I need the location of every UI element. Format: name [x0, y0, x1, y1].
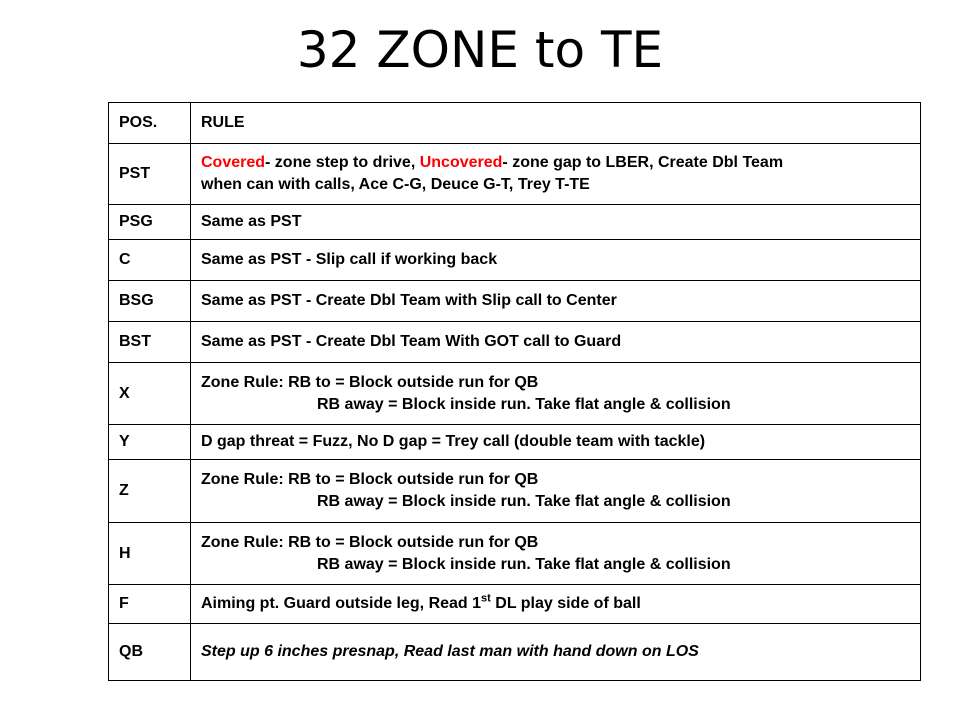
header-rule: RULE: [191, 103, 921, 144]
table-header-row: [109, 103, 921, 144]
rule-line-2: RB away = Block inside run. Take flat angle & collision: [317, 395, 731, 413]
pos-cell: BSG: [109, 281, 191, 322]
pos-cell: X: [109, 363, 191, 425]
rules-table: [108, 102, 921, 681]
rule-line-1: Zone Rule: RB to = Block outside run for QB: [201, 471, 539, 488]
rule-cell: [191, 523, 921, 585]
rule-cell: Same as PST - Slip call if working back: [191, 240, 921, 281]
pos-cell: H: [109, 523, 191, 585]
uncovered-text: - zone gap to LBER, Create Dbl Team: [502, 154, 784, 171]
ordinal-suffix: st: [481, 592, 491, 605]
rule-cell: D gap threat = Fuzz, No D gap = Trey call (double team with tackle): [191, 425, 921, 460]
rule-cell: [191, 460, 921, 523]
rule-cell: [191, 144, 921, 205]
pos-cell: PST: [109, 144, 191, 205]
covered-label: Covered: [201, 154, 266, 171]
slide-title: 32 ZONE to TE: [296, 21, 664, 79]
rule-text-b: DL play side of ball: [490, 595, 641, 612]
covered-text: - zone step to drive,: [265, 154, 420, 171]
rule-cell: Same as PST - Create Dbl Team With GOT call to Guard: [191, 322, 921, 363]
table-row: [109, 523, 921, 585]
table-row: [109, 281, 921, 322]
table-row: [109, 425, 921, 460]
rule-line-1: Zone Rule: RB to = Block outside run for QB: [201, 373, 539, 391]
table-row: [109, 322, 921, 363]
table-row: [109, 240, 921, 281]
rule-cell: [191, 585, 921, 624]
table-row: [109, 363, 921, 425]
pos-cell: PSG: [109, 205, 191, 240]
rule-cell: Step up 6 inches presnap, Read last man with hand down on LOS: [191, 624, 921, 681]
table-row: [109, 585, 921, 624]
rule-line-2: RB away = Block inside run. Take flat angle & collision: [317, 493, 731, 510]
rule-line-2: RB away = Block inside run. Take flat angle & collision: [317, 555, 731, 573]
uncovered-label: Uncovered: [419, 154, 503, 171]
pos-cell: F: [109, 585, 191, 624]
table-row: [109, 205, 921, 240]
pos-cell: Y: [109, 425, 191, 460]
pos-cell: BST: [109, 322, 191, 363]
table-row: [109, 144, 921, 205]
table-row: [109, 624, 921, 681]
pos-cell: Z: [109, 460, 191, 523]
pos-cell: QB: [109, 624, 191, 681]
rule-cell: Same as PST: [191, 205, 921, 240]
header-pos: POS.: [109, 103, 191, 144]
pos-cell: C: [109, 240, 191, 281]
table-row: [109, 460, 921, 523]
rule-text-a: Aiming pt. Guard outside leg, Read 1: [201, 595, 482, 612]
rule-line-1: Zone Rule: RB to = Block outside run for QB: [201, 533, 539, 551]
rule-cell: [191, 363, 921, 425]
rule-line-2: when can with calls, Ace C-G, Deuce G-T, Trey T-TE: [201, 176, 590, 193]
rule-cell: Same as PST - Create Dbl Team with Slip call to Center: [191, 281, 921, 322]
